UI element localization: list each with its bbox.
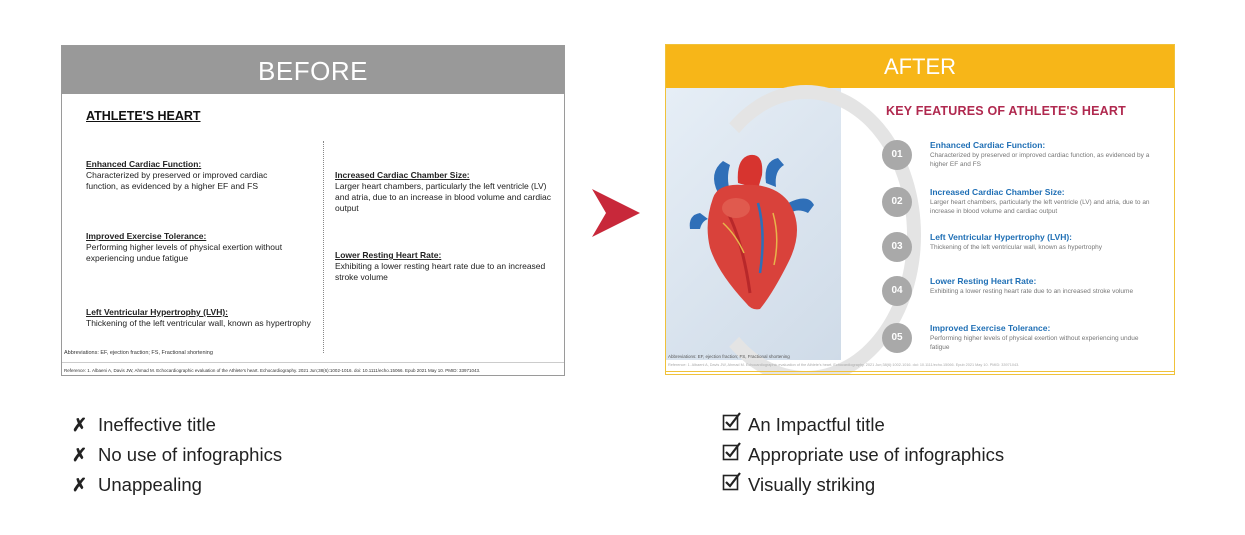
list-item-label: No use of infographics	[98, 444, 283, 465]
after-reference: Reference: 1. Albaeni A, Davis JW, Ahmad M. Echocardiographic evaluation of the Athlete's heart. Echocardiography. 2021 Jun;38(6):1002-1016. doi: 10.1111/echo.15066. Epub 2021 May 10. PMID: 33971043.	[668, 363, 1020, 367]
before-abbreviations: Abbreviations: EF, ejection fraction; FS, Fractional shortening	[64, 350, 213, 356]
list-item	[722, 410, 1004, 440]
arrow-right-icon	[590, 187, 642, 239]
list-item-label: Unappealing	[98, 474, 202, 495]
pros-list	[722, 410, 1004, 500]
feature-heading: Left Ventricular Hypertrophy (LVH):	[930, 232, 1072, 242]
section-heading: Enhanced Cardiac Function:	[86, 159, 202, 169]
checkbox-checked-icon	[722, 410, 748, 440]
list-item	[72, 410, 282, 440]
feature-heading: Lower Resting Heart Rate:	[930, 276, 1037, 286]
feature-text: Exhibiting a lower resting heart rate due to an increased stroke volume	[930, 288, 1134, 295]
list-item	[722, 440, 1004, 470]
before-slide	[61, 45, 565, 376]
section-heading: Left Ventricular Hypertrophy (LVH):	[86, 307, 228, 317]
feature-text: Characterized by preserved or improved cardiac function, as evidenced by a higher EF and FS	[930, 152, 1150, 168]
feature-text: Thickening of the left ventricular wall, known as hypertrophy	[930, 244, 1102, 251]
cons-list	[72, 410, 282, 500]
before-section-cardiac-function	[86, 159, 296, 192]
before-section-chamber-size	[335, 170, 553, 214]
feature-heading: Improved Exercise Tolerance:	[930, 323, 1051, 333]
checkbox-checked-icon	[722, 440, 748, 470]
before-title: ATHLETE'S HEART	[86, 109, 201, 123]
number-badge: 03	[882, 232, 912, 262]
section-text: Larger heart chambers, particularly the left ventricle (LV) and atria, due to an increase in blood volume and cardiac output	[335, 181, 551, 213]
list-item-label: Visually striking	[748, 474, 876, 495]
before-section-lvh	[86, 307, 326, 329]
number-badge: 05	[882, 323, 912, 353]
list-item	[722, 470, 1004, 500]
reference-divider	[62, 362, 564, 363]
list-item-label: Ineffective title	[98, 414, 216, 435]
number-badge: 04	[882, 276, 912, 306]
column-divider	[323, 141, 324, 353]
before-section-exercise-tolerance	[86, 231, 301, 264]
list-item	[72, 470, 282, 500]
list-item-label: Appropriate use of infographics	[748, 444, 1005, 465]
section-text: Characterized by preserved or improved cardiac function, as evidenced by a higher EF and FS	[86, 170, 268, 191]
section-heading: Lower Resting Heart Rate:	[335, 250, 442, 260]
footer-line	[666, 371, 1174, 372]
feature-heading: Increased Cardiac Chamber Size:	[930, 187, 1065, 197]
heart-illustration	[688, 153, 818, 313]
before-section-heart-rate	[335, 250, 553, 283]
number-badge: 01	[882, 140, 912, 170]
section-text: Exhibiting a lower resting heart rate due to an increased stroke volume	[335, 261, 546, 282]
list-item-label: An Impactful title	[748, 414, 885, 435]
cross-icon: ✗	[72, 415, 88, 435]
cross-icon: ✗	[72, 475, 88, 495]
section-text: Performing higher levels of physical exertion without experiencing undue fatigue	[86, 242, 283, 263]
section-heading: Increased Cardiac Chamber Size:	[335, 170, 470, 180]
checkbox-checked-icon	[722, 470, 748, 500]
after-abbreviations: Abbreviations: EF, ejection fraction; FS, Fractional shortening	[668, 354, 790, 359]
before-header: BEFORE	[62, 46, 564, 94]
feature-text: Larger heart chambers, particularly the left ventricle (LV) and atria, due to an increase in blood volume and cardiac output	[930, 199, 1150, 215]
number-badge: 02	[882, 187, 912, 217]
list-item	[72, 440, 282, 470]
section-text: Thickening of the left ventricular wall, known as hypertrophy	[86, 318, 311, 328]
after-title: KEY FEATURES OF ATHLETE'S HEART	[886, 104, 1126, 118]
before-reference: Reference: 1. Albaeni A, Davis JW, Ahmad M. Echocardiographic evaluation of the Athlete's heart. Echocardiography. 2021 Jun;38(6):1002-1016. doi: 10.1111/echo.15066. Epub 2021 May 10. PMID: 33971043.	[64, 368, 481, 373]
section-heading: Improved Exercise Tolerance:	[86, 231, 207, 241]
cross-icon: ✗	[72, 445, 88, 465]
after-header: AFTER	[666, 45, 1174, 88]
after-slide	[665, 44, 1175, 375]
feature-text: Performing higher levels of physical exertion without experiencing undue fatigue	[930, 335, 1139, 351]
feature-heading: Enhanced Cardiac Function:	[930, 140, 1046, 150]
